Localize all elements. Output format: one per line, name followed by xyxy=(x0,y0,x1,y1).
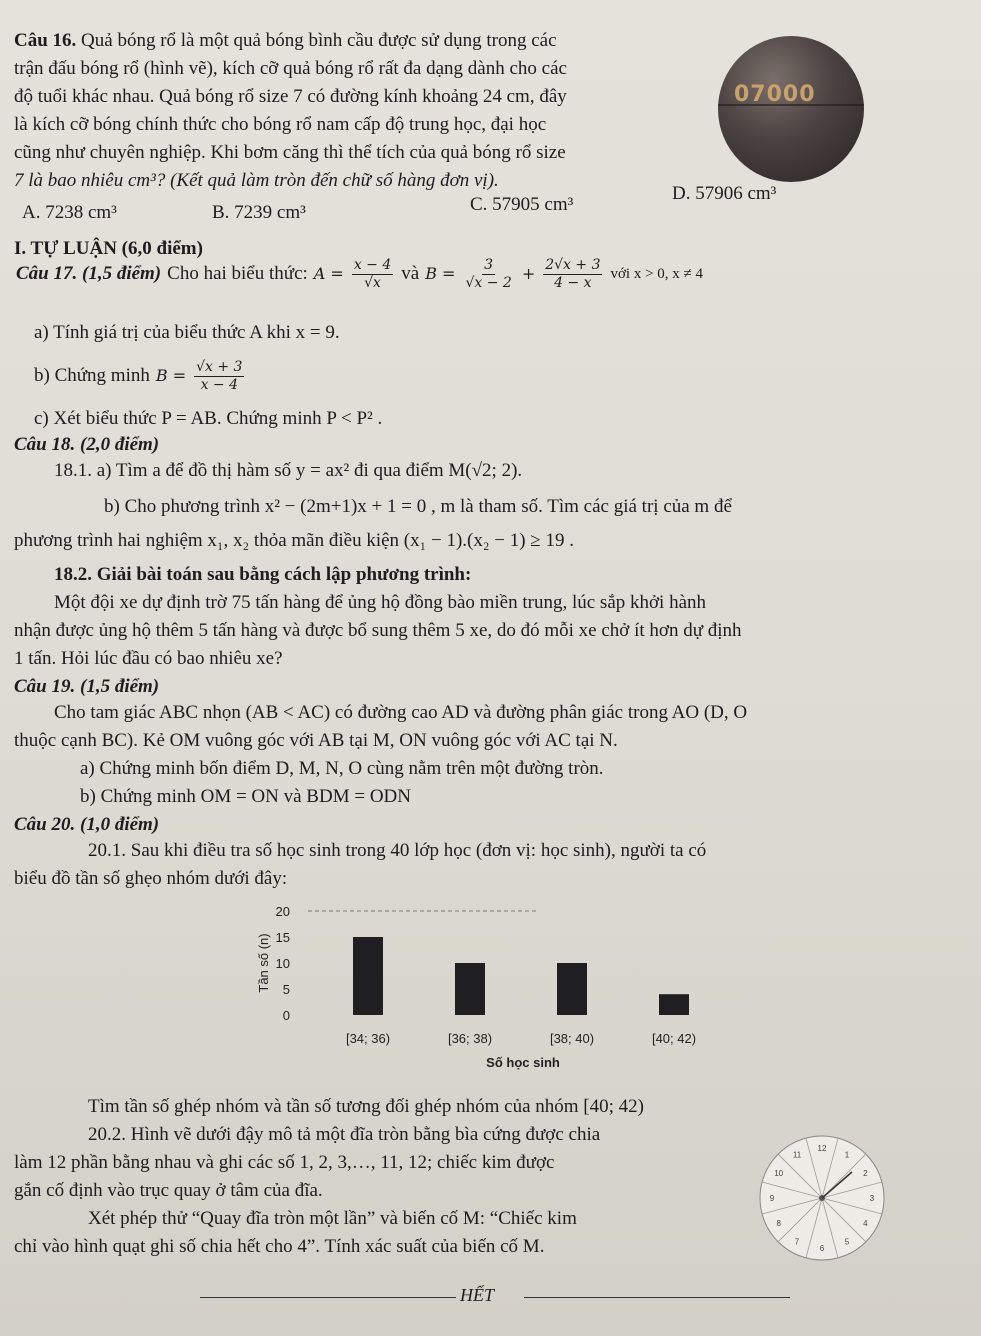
q16-line-5: cũng như chuyên nghiệp. Khi bơm căng thì thể tích của quả bóng rổ size xyxy=(14,142,566,163)
q18-line-3: phương trình hai nghiệm x₁, x₂ thỏa mãn điều kiện (x₁ − 1).(x₂ − 1) ≥ 19 . xyxy=(14,530,574,551)
q17-condition: với x > 0, x ≠ 4 xyxy=(610,266,704,282)
spinner-wheel xyxy=(752,1128,892,1268)
chart-xlabel: Số học sinh xyxy=(486,1055,560,1070)
chart-ytick-10: 10 xyxy=(275,956,290,971)
q16-option-a: A. 7238 cm³ xyxy=(22,202,117,223)
q19-line-3: a) Chứng minh bốn điểm D, M, N, O cùng nằm trên một đường tròn. xyxy=(80,758,604,779)
q20-line-7: Xét phép thử “Quay đĩa tròn một lần” và biến cố M: “Chiếc kim xyxy=(88,1208,577,1229)
q20-line-4: 20.2. Hình vẽ dưới đậy mô tả một đĩa tròn bằng bìa cứng được chia xyxy=(88,1124,601,1145)
chart-xtick-3: [40; 42) xyxy=(651,1031,697,1046)
chart-ylabel: Tần số (n) xyxy=(256,933,271,993)
q16-line-1 xyxy=(14,30,557,52)
q17-intro: Cho hai biểu thức: xyxy=(167,263,308,284)
basketball-image xyxy=(718,36,864,182)
q17-statement xyxy=(16,252,703,296)
wheel-number-9: 9 xyxy=(769,1194,775,1203)
wheel-number-4: 4 xyxy=(863,1219,868,1228)
q17-b1-num: 3 xyxy=(484,256,494,273)
q17-head: Câu 17. (1,5 điểm) xyxy=(16,263,162,284)
section-title: I. TỰ LUẬN (6,0 điểm) xyxy=(14,238,203,259)
q17-b-lhs: B = xyxy=(425,264,456,283)
q17-and: và xyxy=(401,263,420,284)
chart-bar-1 xyxy=(455,963,485,1015)
q18-line-1: 18.1. a) Tìm a để đồ thị hàm số y = ax² đi qua điểm M(√2; 2). xyxy=(54,460,523,481)
q17-b-pre: b) Chứng minh xyxy=(34,365,150,386)
chart-bar-0 xyxy=(353,937,383,1015)
q20-line-8: chỉ vào hình quạt ghi số chia hết cho 4”. Tính xác suất của biến cố M. xyxy=(14,1236,545,1257)
chart-bar-2 xyxy=(557,963,587,1015)
q20-head: Câu 20. (1,0 điểm) xyxy=(14,814,160,835)
wheel-number-2: 2 xyxy=(863,1169,868,1178)
chart-bar-3 xyxy=(659,994,689,1015)
q17-a-den: √x xyxy=(364,274,381,291)
q18-line-7: 1 tấn. Hỏi lúc đầu có bao nhiêu xe? xyxy=(14,648,283,669)
wheel-number-11: 11 xyxy=(792,1150,802,1160)
chart-xtick-2: [38; 40) xyxy=(549,1031,595,1046)
wheel-number-6: 6 xyxy=(819,1244,825,1253)
wheel-number-3: 3 xyxy=(869,1194,875,1203)
q18-line-4: 18.2. Giải bài toán sau bằng cách lập phương trình: xyxy=(54,564,472,585)
q17-b-eq: B = xyxy=(155,366,187,385)
wheel-number-5: 5 xyxy=(844,1237,850,1247)
q16-line-4: là kích cỡ bóng chính thức cho bóng rổ nam cấp độ trung học, đại học xyxy=(14,114,547,135)
q20-line-3: Tìm tần số ghép nhóm và tần số tương đối ghép nhóm của nhóm [40; 42) xyxy=(88,1096,644,1117)
q20-line-6: gắn cố định vào trục quay ở tâm của đĩa. xyxy=(14,1180,323,1201)
q19-line-4: b) Chứng minh OM = ON và BDM = ODN xyxy=(80,786,411,807)
q17-plus: + xyxy=(521,264,536,283)
q17-b2-den: 4 − x xyxy=(554,274,592,291)
wheel-number-8: 8 xyxy=(776,1219,781,1228)
chart-ytick-15: 15 xyxy=(275,930,290,945)
q17-a-fraction xyxy=(352,257,393,292)
chart-ytick-0: 0 xyxy=(282,1008,290,1023)
chart-xtick-1: [36; 38) xyxy=(447,1031,493,1046)
q17-b-num: √x + 3 xyxy=(196,358,243,375)
q17-a-num: x − 4 xyxy=(353,256,392,273)
q17-part-c: c) Xét biểu thức P = AB. Chứng minh P < P² . xyxy=(34,408,383,429)
q17-b2-fraction xyxy=(543,257,602,292)
q16-option-d: D. 57906 cm³ xyxy=(672,183,777,204)
chart-ytick-20: 20 xyxy=(275,904,290,919)
q17-b2-num: 2√x + 3 xyxy=(545,256,601,273)
frequency-bar-chart xyxy=(250,885,730,1075)
q16-line-2: trận đấu bóng rổ (hình vẽ), kích cỡ quả bóng rổ rất đa dạng dành cho các xyxy=(14,58,567,79)
chart-xtick-0: [34; 36) xyxy=(345,1031,391,1046)
q20-line-2: biểu đồ tần số ghẹo nhóm dưới đây: xyxy=(14,868,288,889)
wheel-number-7: 7 xyxy=(794,1237,800,1247)
q16-line-6: 7 là bao nhiêu cm³? (Kết quả làm tròn đến chữ số hàng đơn vị). xyxy=(14,170,499,191)
q17-b-fraction xyxy=(194,359,244,394)
q17-b1-den: √x − 2 xyxy=(465,274,512,291)
q20-line-5: làm 12 phần bằng nhau và ghi các số 1, 2, 3,…, 11, 12; chiếc kim được xyxy=(14,1152,555,1173)
q16-lead: Câu 16. xyxy=(14,30,77,51)
q20-line-1: 20.1. Sau khi điều tra số học sinh trong 40 lớp học (đơn vị: học sinh), người ta có xyxy=(88,840,707,861)
q18-line-5: Một đội xe dự định trờ 75 tấn hàng để ủng hộ đồng bào miền trung, lúc sắp khởi hành xyxy=(54,592,707,613)
q16-text-1: Quả bóng rổ là một quả bóng bình cầu được sử dụng trong các xyxy=(76,30,557,51)
wheel-number-1: 1 xyxy=(844,1150,850,1160)
q17-b1-fraction xyxy=(463,257,513,292)
q18-head: Câu 18. (2,0 điểm) xyxy=(14,434,160,455)
end-dash-right xyxy=(524,1297,790,1298)
basketball-label: 07000 xyxy=(734,82,816,107)
q19-head: Câu 19. (1,5 điểm) xyxy=(14,676,160,697)
q18-line-6: nhận được ủng hộ thêm 5 tấn hàng và được bổ sung thêm 5 xe, do đó mỗi xe chở ít hơn dự định xyxy=(14,620,742,641)
q16-option-b: B. 7239 cm³ xyxy=(212,202,306,223)
q19-line-1: Cho tam giác ABC nhọn (AB < AC) có đường cao AD và đường phân giác trong AO (D, O xyxy=(54,702,748,723)
q17-a-lhs: A = xyxy=(313,264,344,283)
end-marker: HẾT xyxy=(460,1285,495,1305)
q16-line-3: độ tuổi khác nhau. Quả bóng rổ size 7 có đường kính khoảng 24 cm, đây xyxy=(14,86,567,107)
q19-line-2: thuộc cạnh BC). Kẻ OM vuông góc với AB tại M, ON vuông góc với AC tại N. xyxy=(14,730,618,751)
q17-part-b xyxy=(34,354,246,398)
wheel-number-10: 10 xyxy=(774,1169,784,1178)
wheel-number-12: 12 xyxy=(817,1144,827,1153)
q17-b-den: x − 4 xyxy=(200,376,238,393)
end-dash-left xyxy=(200,1297,456,1298)
q16-option-c: C. 57905 cm³ xyxy=(470,194,574,215)
q17-part-a: a) Tính giá trị của biểu thức A khi x = 9. xyxy=(34,322,340,343)
q18-line-2: b) Cho phương trình x² − (2m+1)x + 1 = 0 , m là tham số. Tìm các giá trị của m để xyxy=(104,496,732,517)
chart-ytick-5: 5 xyxy=(282,982,290,997)
